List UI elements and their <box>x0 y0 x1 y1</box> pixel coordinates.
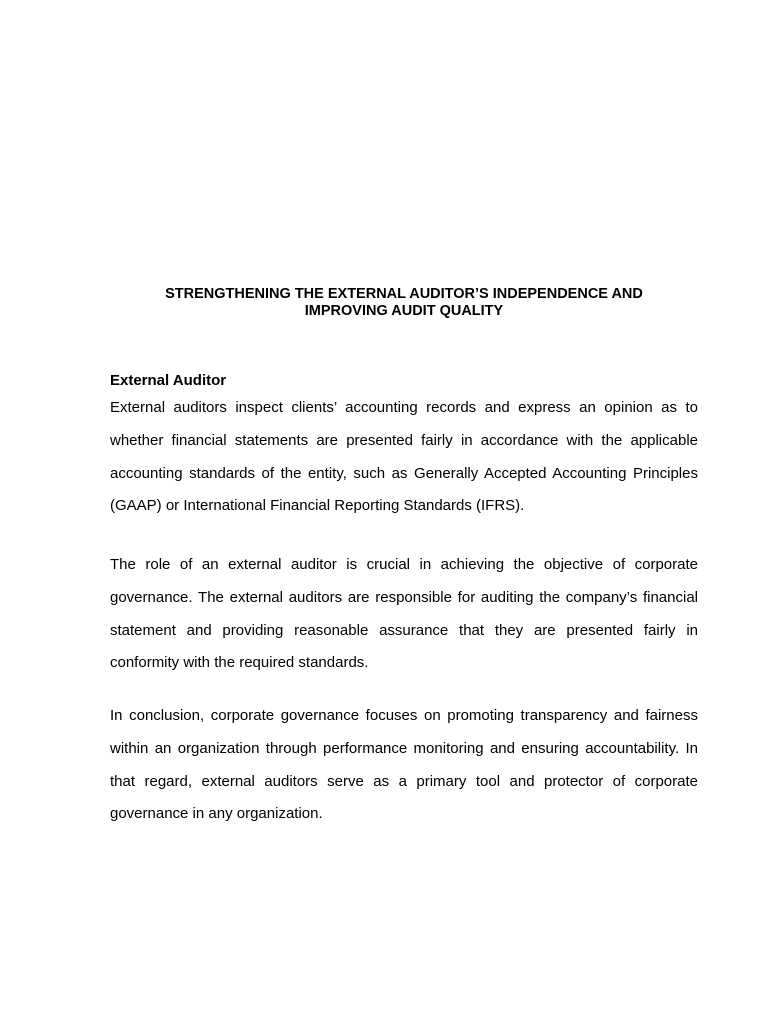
paragraph-1: External auditors inspect clients’ accounting records and express an opinion as to whether financial statements are presented fairly in accordance with the applicable accounting standards of the entity, such as Generally Accepted Accounting Principles (GAAP) or International Financial Reporting Standards (IFRS). <box>110 399 698 515</box>
document-title-line-2: IMPROVING AUDIT QUALITY <box>304 303 504 319</box>
document-title <box>110 286 698 320</box>
paragraph-3: In conclusion, corporate governance focuses on promoting transparency and fairness within an organization through performance monitoring and ensuring accountability. In that regard, external auditors serve as a primary tool and protector of corporate governance in any organization. <box>110 707 698 823</box>
document-title-line-1: STRENGTHENING THE EXTERNAL AUDITOR’S INDEPENDENCE AND <box>165 286 643 302</box>
paragraph-2: The role of an external auditor is crucial in achieving the objective of corporate governance. The external auditors are responsible for auditing the company’s financial statement and providing reasonable assurance that they are presented fairly in conformity with the required standards. <box>110 556 698 672</box>
section-heading: External Auditor <box>110 372 227 389</box>
